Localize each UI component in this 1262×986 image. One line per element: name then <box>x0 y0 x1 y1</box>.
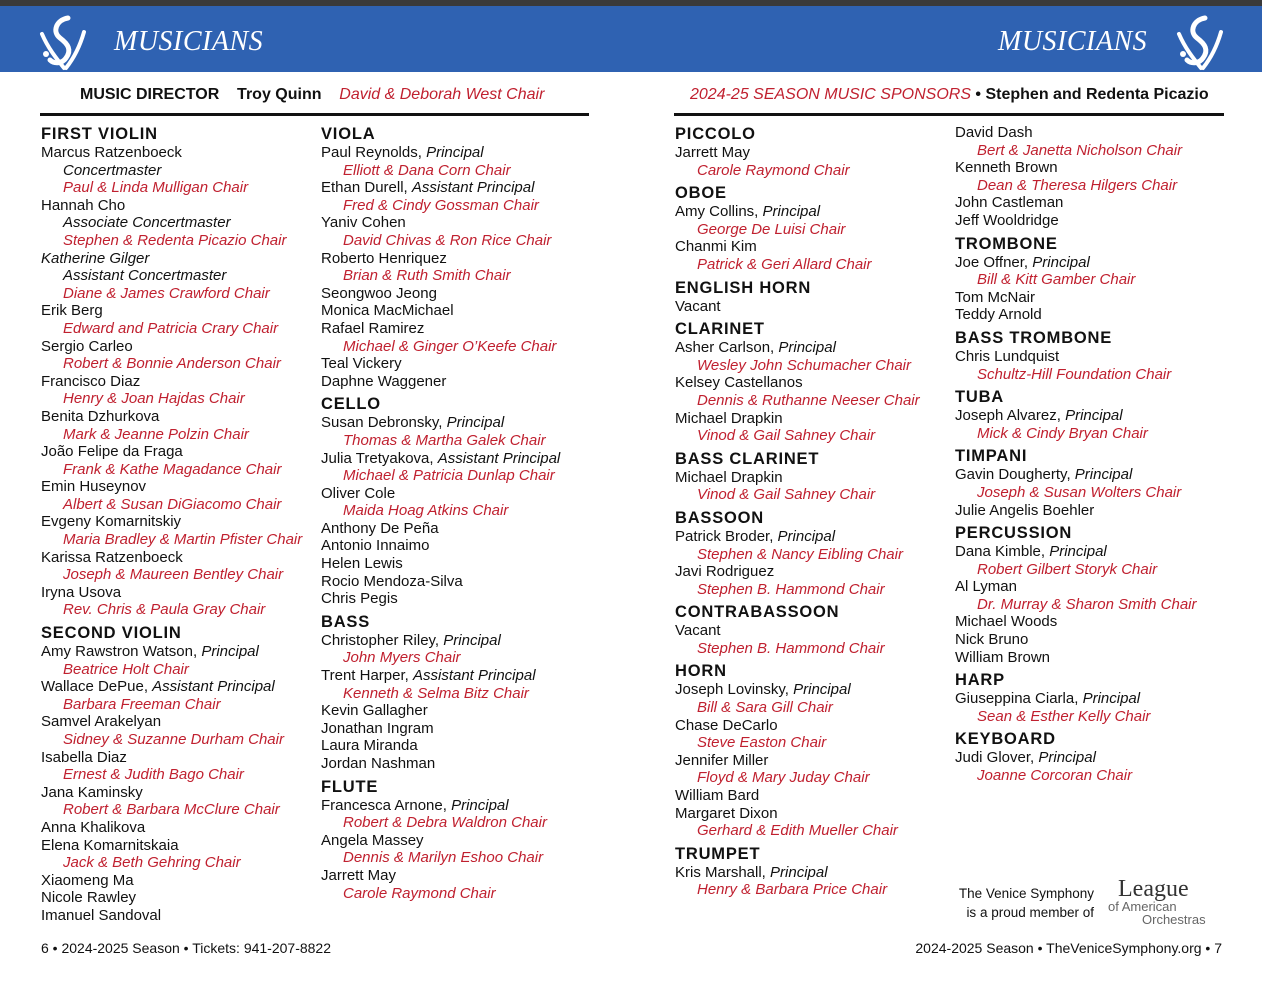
sponsors-label: 2024-25 SEASON MUSIC SPONSORS <box>690 86 971 103</box>
musician-entry <box>675 717 950 735</box>
musician-entry <box>41 784 316 802</box>
section-heading: TRUMPET <box>675 844 761 863</box>
musician-entry <box>41 250 316 268</box>
musician-entry <box>675 622 950 640</box>
musician-entry <box>955 466 1230 484</box>
musician-name: Kenneth Brown <box>955 159 1058 177</box>
musician-entry <box>41 338 316 356</box>
chair-sponsor: Robert & Barbara McClure Chair <box>63 801 280 819</box>
musician-role: Assistant Principal <box>437 449 561 467</box>
musician-name: William Bard <box>675 787 760 805</box>
roster-column-4 <box>955 124 1230 785</box>
musician-name: Ethan Durell, <box>321 179 412 197</box>
section-heading: HARP <box>955 671 1005 690</box>
musician-name: Angela Massey <box>321 831 424 849</box>
chair-sponsor: Elliott & Dana Corn Chair <box>343 161 511 179</box>
musician-entry <box>955 289 1230 307</box>
musician-entry <box>955 578 1230 596</box>
musician-entry <box>41 837 316 855</box>
musician-title: Concertmaster <box>63 161 162 179</box>
footer-right: 2024-2025 Season • TheVeniceSymphony.org • 7 <box>915 940 1222 956</box>
musician-name: Tom McNair <box>955 288 1036 306</box>
musician-name: Helen Lewis <box>321 555 403 573</box>
musician-name: Evgeny Komarnitskiy <box>41 513 182 531</box>
membership-line-1: The Venice Symphony <box>958 886 1094 901</box>
musician-entry <box>321 702 596 720</box>
chair-sponsor: Dean & Theresa Hilgers Chair <box>977 176 1178 194</box>
musician-name: Margaret Dixon <box>675 804 778 822</box>
section-heading: FLUTE <box>321 777 379 796</box>
section-heading: CELLO <box>321 395 381 414</box>
musician-name: Anthony De Peña <box>321 519 439 537</box>
league-logo-line-3: Orchestras <box>1142 912 1206 927</box>
musician-role: Principal <box>777 527 836 545</box>
page-header <box>0 6 1262 72</box>
music-director-chair: David & Deborah West Chair <box>339 86 545 103</box>
musician-role: Principal <box>451 796 509 814</box>
musician-entry <box>675 339 950 357</box>
section-heading: TROMBONE <box>955 234 1058 253</box>
membership-line-2: is a proud member of <box>966 905 1094 920</box>
chair-sponsor: Brian & Ruth Smith Chair <box>343 267 511 285</box>
musician-entry <box>41 302 316 320</box>
section-heading: PERCUSSION <box>955 524 1073 543</box>
musician-entry <box>675 528 950 546</box>
musician-entry <box>321 867 596 885</box>
chair-sponsor: Jack & Beth Gehring Chair <box>63 854 241 872</box>
section-heading: ENGLISH HORN <box>675 278 812 297</box>
divider-right <box>674 113 1224 116</box>
chair-sponsor: Carole Raymond Chair <box>343 884 496 902</box>
musician-name: Monica MacMichael <box>321 302 454 320</box>
chair-sponsor: Joseph & Maureen Bentley Chair <box>63 566 284 584</box>
chair-sponsor: Gerhard & Edith Mueller Chair <box>697 822 898 840</box>
chair-sponsor: Vinod & Gail Sahney Chair <box>697 427 876 445</box>
musician-name: Nicole Rawley <box>41 889 137 907</box>
musician-name: Jeff Wooldridge <box>955 211 1059 229</box>
chair-sponsor: John Myers Chair <box>343 649 461 667</box>
musician-name: Benita Dzhurkova <box>41 407 160 425</box>
musician-name: Elena Komarnitskaia <box>41 836 179 854</box>
chair-sponsor: Edward and Patricia Crary Chair <box>63 319 279 337</box>
musician-name: Rafael Ramirez <box>321 319 425 337</box>
musician-entry <box>321 632 596 650</box>
chair-sponsor: Vinod & Gail Sahney Chair <box>697 486 876 504</box>
musician-name: Samvel Arakelyan <box>41 713 162 731</box>
musician-name: Erik Berg <box>41 302 103 320</box>
musician-name: Francisco Diaz <box>41 372 141 390</box>
musician-entry <box>955 749 1230 767</box>
musician-entry <box>41 513 316 531</box>
section-heading: CLARINET <box>675 320 765 339</box>
musician-entry <box>321 832 596 850</box>
chair-sponsor: Henry & Barbara Price Chair <box>697 881 888 899</box>
musician-name: Anna Khalikova <box>41 818 146 836</box>
musician-entry <box>675 469 950 487</box>
musician-name: Joe Offner, <box>955 253 1033 271</box>
chair-sponsor: Mark & Jeanne Polzin Chair <box>63 425 249 443</box>
musician-entry <box>321 414 596 432</box>
musician-entry <box>41 889 316 907</box>
chair-sponsor: Diane & James Crawford Chair <box>63 284 270 302</box>
chair-sponsor: Joseph & Susan Wolters Chair <box>977 483 1182 501</box>
musician-name: Rocio Mendoza-Silva <box>321 572 463 590</box>
roster-column-3 <box>675 124 950 899</box>
musician-entry <box>41 584 316 602</box>
musician-name: Kelsey Castellanos <box>675 374 803 392</box>
chair-sponsor: Thomas & Martha Galek Chair <box>343 431 546 449</box>
musician-entry <box>41 443 316 461</box>
section-heading: VIOLA <box>321 125 376 143</box>
music-director-name: Troy Quinn <box>237 86 322 103</box>
chair-sponsor: Dennis & Marilyn Eshoo Chair <box>343 849 544 867</box>
musician-entry <box>41 872 316 890</box>
musician-name: Iryna Usova <box>41 583 122 601</box>
chair-sponsor: Wesley John Schumacher Chair <box>697 356 911 374</box>
musician-name: Amy Collins, <box>675 203 763 221</box>
musician-entry <box>321 797 596 815</box>
musician-name: Asher Carlson, <box>675 339 779 357</box>
musician-entry <box>955 649 1230 667</box>
musician-role: Assistant Principal <box>411 179 535 197</box>
header-title-right: MUSICIANS <box>998 26 1148 57</box>
musician-entry <box>41 749 316 767</box>
venice-symphony-logo-icon <box>1175 14 1225 72</box>
musician-name: Hannah Cho <box>41 196 126 214</box>
musician-entry <box>955 254 1230 272</box>
section-heading: SECOND VIOLIN <box>41 624 182 643</box>
musician-entry <box>675 805 950 823</box>
musician-role: Principal <box>793 681 851 699</box>
league-logo-line-2: of American <box>1108 899 1177 914</box>
chair-sponsor: Michael & Patricia Dunlap Chair <box>343 467 555 485</box>
section-heading: BASSOON <box>675 508 765 527</box>
musician-name: Francesca Arnone, <box>321 796 452 814</box>
chair-sponsor: Sean & Esther Kelly Chair <box>977 707 1151 725</box>
musician-role: Assistant Principal <box>152 678 275 696</box>
musician-entry <box>41 549 316 567</box>
section-heading: FIRST VIOLIN <box>41 125 158 143</box>
musician-name: Antonio Innaimo <box>321 537 430 555</box>
musician-role: Assistant Principal <box>412 667 536 685</box>
musician-name: Julie Angelis Boehler <box>955 501 1095 519</box>
musician-entry <box>41 819 316 837</box>
musician-role: Principal <box>762 203 821 221</box>
chair-sponsor: Beatrice Holt Chair <box>63 660 189 678</box>
musician-name: Joseph Alvarez, <box>955 407 1066 425</box>
chair-sponsor: Bert & Janetta Nicholson Chair <box>977 141 1183 159</box>
musician-name: Karissa Ratzenboeck <box>41 548 183 566</box>
musician-name: Seongwoo Jeong <box>321 284 437 302</box>
musician-name: Wallace DePue, <box>41 678 153 696</box>
musician-name: John Castleman <box>955 194 1064 212</box>
chair-sponsor: Schultz-Hill Foundation Chair <box>977 365 1172 383</box>
musician-role: Principal <box>1032 253 1090 271</box>
chair-sponsor: Stephen B. Hammond Chair <box>697 639 885 657</box>
musician-entry <box>41 678 316 696</box>
musician-name: Gavin Dougherty, <box>955 466 1075 484</box>
musician-entry <box>321 144 596 162</box>
musician-entry <box>955 348 1230 366</box>
musician-entry <box>675 787 950 805</box>
musician-name: João Felipe da Fraga <box>41 443 183 461</box>
musician-name: Michael Drapkin <box>675 468 783 486</box>
musician-name: Javi Rodriguez <box>675 563 775 581</box>
music-director-label: MUSIC DIRECTOR <box>80 86 220 103</box>
musician-name: Chris Pegis <box>321 590 398 608</box>
header-title-left: MUSICIANS <box>114 26 264 57</box>
musician-name: Yaniv Cohen <box>321 214 406 232</box>
chair-sponsor: Stephen B. Hammond Chair <box>697 580 885 598</box>
musician-role: Principal <box>201 643 259 661</box>
musician-entry <box>41 713 316 731</box>
musician-entry <box>955 502 1230 520</box>
league-of-american-orchestras-logo <box>1108 878 1228 926</box>
musician-name: Daphne Waggener <box>321 372 447 390</box>
league-logo-line-1: League <box>1118 876 1189 902</box>
musician-name: Jonathan Ingram <box>321 719 434 737</box>
musician-entry <box>675 563 950 581</box>
chair-sponsor: Stephen & Nancy Eibling Chair <box>697 545 903 563</box>
musician-role: Principal <box>443 631 501 649</box>
musician-name: Patrick Broder, <box>675 527 778 545</box>
musician-entry <box>955 124 1230 142</box>
chair-sponsor: Fred & Cindy Gossman Chair <box>343 196 539 214</box>
chair-sponsor: Steve Easton Chair <box>697 734 827 752</box>
chair-sponsor: Rev. Chris & Paula Gray Chair <box>63 601 266 619</box>
chair-sponsor: David Chivas & Ron Rice Chair <box>343 231 552 249</box>
chair-sponsor: Albert & Susan DiGiacomo Chair <box>63 495 282 513</box>
musician-name: Teal Vickery <box>321 355 402 373</box>
musician-entry <box>321 285 596 303</box>
musician-name: Teddy Arnold <box>955 306 1042 324</box>
musician-entry <box>41 478 316 496</box>
musician-entry <box>41 197 316 215</box>
musician-entry <box>41 907 316 925</box>
musician-name: Vacant <box>675 622 721 640</box>
chair-sponsor: Dennis & Ruthanne Neeser Chair <box>697 391 920 409</box>
membership-note <box>958 884 1094 922</box>
musician-entry <box>675 238 950 256</box>
musician-entry <box>41 408 316 426</box>
musician-name: Vacant <box>675 297 721 315</box>
musician-name: Oliver Cole <box>321 484 396 502</box>
musician-name: Marcus Ratzenboeck <box>41 144 182 161</box>
chair-sponsor: Henry & Joan Hajdas Chair <box>63 390 245 408</box>
section-heading: KEYBOARD <box>955 730 1056 749</box>
musician-name: Jordan Nashman <box>321 755 436 772</box>
musician-entry <box>41 643 316 661</box>
musician-name: Xiaomeng Ma <box>41 871 134 889</box>
musician-entry <box>321 373 596 391</box>
season-sponsors-line <box>690 86 1209 104</box>
chair-sponsor: Ernest & Judith Bago Chair <box>63 766 244 784</box>
musician-name: Jarrett May <box>321 866 397 884</box>
section-heading: TUBA <box>955 388 1005 407</box>
musician-name: Emin Huseynov <box>41 478 147 496</box>
musician-entry <box>321 555 596 573</box>
musician-entry <box>675 681 950 699</box>
footer-left: 6 • 2024-2025 Season • Tickets: 941-207-8822 <box>41 940 332 956</box>
musician-name: Chase DeCarlo <box>675 716 778 734</box>
musician-name: Giuseppina Ciarla, <box>955 690 1083 708</box>
chair-sponsor: Barbara Freeman Chair <box>63 695 221 713</box>
musician-entry <box>955 306 1230 324</box>
chair-sponsor: Kenneth & Selma Bitz Chair <box>343 684 529 702</box>
musician-role: Principal <box>778 339 836 357</box>
section-heading: HORN <box>675 662 727 681</box>
musician-entry <box>321 520 596 538</box>
musician-role: Principal <box>446 414 505 432</box>
musician-entry <box>321 720 596 738</box>
musician-entry <box>321 450 596 468</box>
divider-left <box>40 113 589 116</box>
section-heading: PICCOLO <box>675 125 756 143</box>
musician-name: Laura Miranda <box>321 737 418 755</box>
musician-title: Assistant Concertmaster <box>63 267 227 285</box>
roster-column-1 <box>41 124 316 925</box>
musician-name: Roberto Henriquez <box>321 249 447 267</box>
musician-entry <box>955 194 1230 212</box>
musician-entry <box>321 737 596 755</box>
musician-role: Principal <box>426 144 484 161</box>
musician-entry <box>321 179 596 197</box>
chair-sponsor: Floyd & Mary Juday Chair <box>697 769 870 787</box>
musician-entry <box>321 590 596 608</box>
musician-name: Judi Glover, <box>955 749 1039 767</box>
musician-name: Julia Tretyakova, <box>321 449 438 467</box>
musician-role: Principal <box>770 863 828 881</box>
musician-entry <box>675 752 950 770</box>
chair-sponsor: Carole Raymond Chair <box>697 161 850 179</box>
musician-name: Sergio Carleo <box>41 337 133 355</box>
musician-role: Principal <box>1074 466 1133 484</box>
musician-entry <box>955 690 1230 708</box>
musician-entry <box>321 537 596 555</box>
musician-entry <box>41 144 316 162</box>
musician-name: Michael Drapkin <box>675 409 783 427</box>
sponsors-names: Stephen and Redenta Picazio <box>985 86 1209 103</box>
musician-role: Principal <box>1065 407 1123 425</box>
section-heading: BASS CLARINET <box>675 449 820 468</box>
chair-sponsor: Maida Hoag Atkins Chair <box>343 502 509 520</box>
musician-entry <box>955 159 1230 177</box>
musician-name: Jarrett May <box>675 144 751 161</box>
musician-name: Imanuel Sandoval <box>41 906 162 924</box>
musician-entry <box>675 410 950 428</box>
section-heading: TIMPANI <box>955 447 1028 466</box>
musician-entry <box>321 302 596 320</box>
musician-name: Chris Lundquist <box>955 347 1060 365</box>
musician-entry <box>955 543 1230 561</box>
musician-entry <box>955 613 1230 631</box>
venice-symphony-logo-icon <box>38 14 88 72</box>
musician-name: Paul Reynolds, <box>321 144 427 161</box>
musician-entry <box>321 667 596 685</box>
section-heading: BASS TROMBONE <box>955 328 1113 347</box>
chair-sponsor: Dr. Murray & Sharon Smith Chair <box>977 595 1197 613</box>
musician-entry <box>675 374 950 392</box>
music-director-line <box>80 86 544 104</box>
chair-sponsor: Robert & Debra Waldron Chair <box>343 814 547 832</box>
musician-role: Principal <box>1082 690 1141 708</box>
musician-entry <box>321 755 596 773</box>
musician-title: Associate Concertmaster <box>63 214 231 232</box>
chair-sponsor: Frank & Kathe Magadance Chair <box>63 460 282 478</box>
musician-name: Joseph Lovinsky, <box>675 681 794 699</box>
musician-name: Jana Kaminsky <box>41 783 143 801</box>
chair-sponsor: Robert Gilbert Storyk Chair <box>977 560 1158 578</box>
musician-name: Susan Debronsky, <box>321 414 447 432</box>
musician-entry <box>321 214 596 232</box>
chair-sponsor: Maria Bradley & Martin Pfister Chair <box>63 531 303 549</box>
musician-name: Nick Bruno <box>955 631 1029 649</box>
musician-entry <box>321 250 596 268</box>
musician-name: Kevin Gallagher <box>321 702 428 720</box>
section-heading: CONTRABASSOON <box>675 603 840 622</box>
roster-column-2 <box>321 124 596 902</box>
musician-entry <box>675 144 950 162</box>
musician-entry <box>321 355 596 373</box>
chair-sponsor: Paul & Linda Mulligan Chair <box>63 179 249 197</box>
chair-sponsor: Sidney & Suzanne Durham Chair <box>63 731 284 748</box>
musician-name: Amy Rawstron Watson, <box>41 643 202 661</box>
musician-name: Isabella Diaz <box>41 748 127 766</box>
musician-name: Chanmi Kim <box>675 238 757 256</box>
musician-entry <box>955 212 1230 230</box>
chair-sponsor: Stephen & Redenta Picazio Chair <box>63 231 287 249</box>
musician-entry <box>321 485 596 503</box>
sponsors-bullet: • <box>970 86 986 103</box>
chair-sponsor: Bill & Sara Gill Chair <box>697 699 833 717</box>
musician-name: Katherine Gilger <box>41 249 150 267</box>
musician-entry <box>675 864 950 882</box>
section-heading: OBOE <box>675 184 727 203</box>
chair-sponsor: Michael & Ginger O’Keefe Chair <box>343 337 557 355</box>
musician-entry <box>321 573 596 591</box>
chair-sponsor: Patrick & Geri Allard Chair <box>697 255 872 273</box>
musician-name: Jennifer Miller <box>675 751 769 769</box>
musician-entry <box>675 298 950 316</box>
musician-entry <box>41 373 316 391</box>
musician-name: William Brown <box>955 648 1051 666</box>
musician-name: Al Lyman <box>955 578 1017 596</box>
musician-entry <box>955 631 1230 649</box>
musician-entry <box>321 320 596 338</box>
musician-name: Christopher Riley, <box>321 631 444 649</box>
chair-sponsor: Robert & Bonnie Anderson Chair <box>63 355 281 373</box>
musician-name: Dana Kimble, <box>955 543 1050 561</box>
musician-name: Trent Harper, <box>321 667 413 685</box>
chair-sponsor: Mick & Cindy Bryan Chair <box>977 424 1148 442</box>
chair-sponsor: Joanne Corcoran Chair <box>977 767 1133 785</box>
chair-sponsor: George De Luisi Chair <box>697 220 846 238</box>
musician-name: Michael Woods <box>955 613 1058 631</box>
musician-name: Kris Marshall, <box>675 863 771 881</box>
musician-entry <box>675 203 950 221</box>
section-heading: BASS <box>321 612 371 631</box>
musician-entry <box>955 407 1230 425</box>
chair-sponsor: Bill & Kitt Gamber Chair <box>977 271 1136 289</box>
musician-role: Principal <box>1049 543 1107 561</box>
musician-name: David Dash <box>955 124 1033 141</box>
musician-role: Principal <box>1038 749 1096 767</box>
